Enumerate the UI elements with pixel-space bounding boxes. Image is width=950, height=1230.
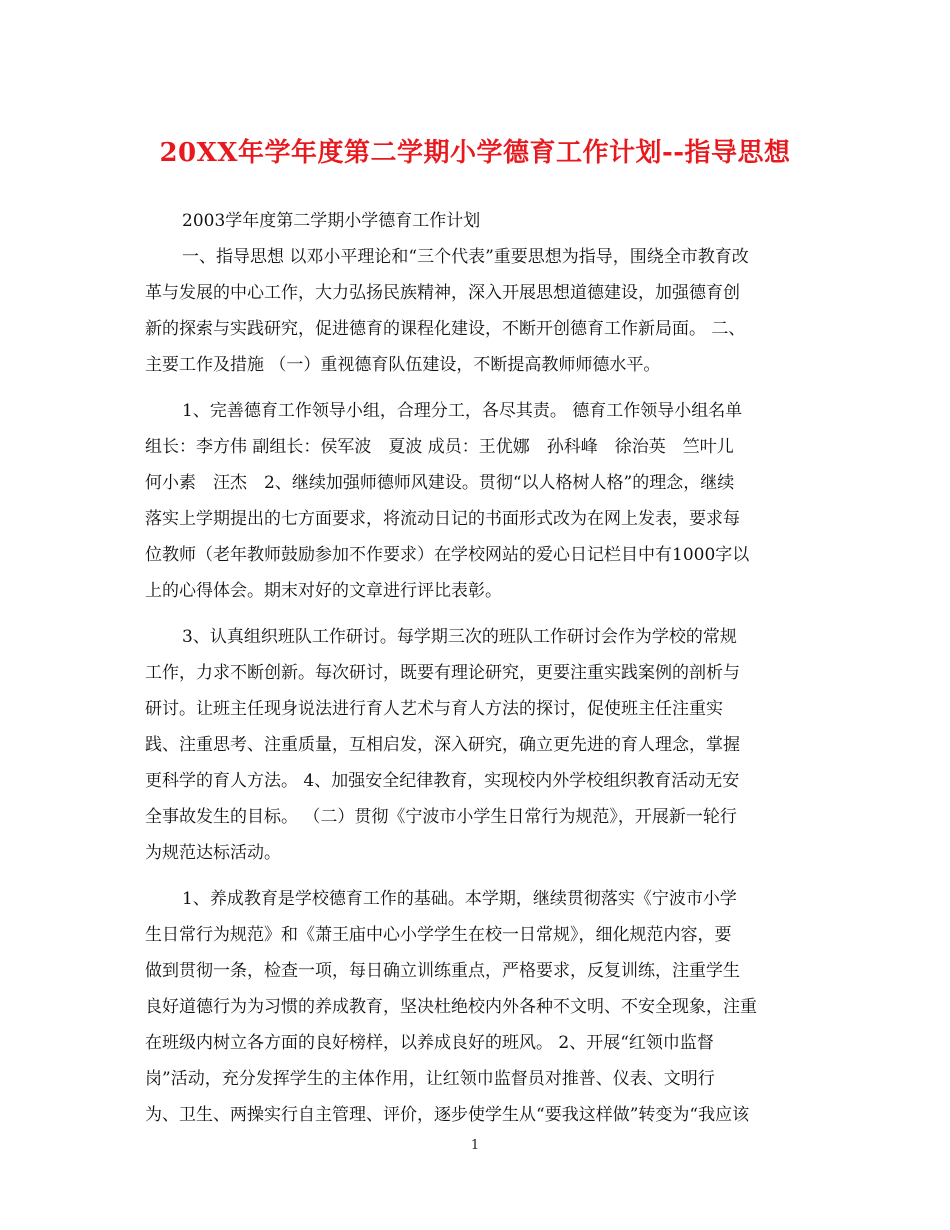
text-line: 做到贯彻一条，检查一项，每日确立训练重点，严格要求，反复训练，注重学生 <box>145 961 740 981</box>
text-line: 岗”活动，充分发挥学生的主体作用，让红领巾监督员对推普、仪表、文明行 <box>145 1069 715 1089</box>
text-line: 践、注重思考、注重质量，互相启发，深入研究，确立更先进的育人理念，掌握 <box>145 735 740 755</box>
document-title: 20XX年学年度第二学期小学德育工作计划--指导思想 <box>159 138 791 168</box>
text-line: 研讨。让班主任现身说法进行育人艺术与育人方法的探讨，促使班主任注重实 <box>145 699 723 719</box>
page-number: 1 <box>470 1138 480 1153</box>
text-line: 何小素 汪杰 2、继续加强师德师风建设。贯彻“以人格树人格”的理念，继续 <box>145 473 735 493</box>
text-line: 3、认真组织班队工作研讨。每学期三次的班队工作研讨会作为学校的常规 <box>182 627 737 647</box>
text-line: 良好道德行为为习惯的养成教育，坚决杜绝校内外各种不文明、不安全现象，注重 <box>145 997 757 1017</box>
text-line: 1、完善德育工作领导小组，合理分工，各尽其责。 德育工作领导小组名单 <box>182 401 743 421</box>
text-line: 更科学的育人方法。 4、加强安全纪律教育，实现校内外学校组织教育活动无安 <box>145 771 740 791</box>
text-line: 新的探索与实践研究，促进德育的课程化建设，不断开创德育工作新局面。 二、 <box>145 319 746 339</box>
text-line: 在班级内树立各方面的良好榜样，以养成良好的班风。 2、开展“红领巾监督 <box>145 1033 714 1053</box>
text-line: 全事故发生的目标。 （二）贯彻《宁波市小学生日常行为规范》，开展新一轮行 <box>145 807 737 827</box>
text-line: 主要工作及措施 （一）重视德育队伍建设，不断提高教师师德水平。 <box>145 355 661 375</box>
text-line: 为规范达标活动。 <box>145 843 281 863</box>
text-line: 组长：李方伟 副组长：侯军波 夏波 成员：王优娜 孙科峰 徐治英 竺叶儿 <box>145 437 734 457</box>
text-line: 2003学年度第二学期小学德育工作计划 <box>182 211 481 231</box>
text-line: 落实上学期提出的七方面要求，将流动日记的书面形式改为在网上发表，要求每 <box>145 509 740 529</box>
text-line: 革与发展的中心工作，大力弘扬民族精神，深入开展思想道德建设，加强德育创 <box>145 283 740 303</box>
text-line: 位教师（老年教师鼓励参加不作要求）在学校网站的爱心日记栏目中有1000字以 <box>145 545 750 565</box>
text-line: 1、养成教育是学校德育工作的基础。本学期，继续贯彻落实《宁波市小学 <box>182 889 737 909</box>
document-body <box>145 203 807 1133</box>
text-line: 上的心得体会。期末对好的文章进行评比表彰。 <box>145 581 502 601</box>
text-line: 生日常行为规范》和《萧王庙中心小学学生在校一日常规》，细化规范内容，要 <box>145 925 732 945</box>
text-line: 工作，力求不断创新。每次研讨，既要有理论研究，更要注重实践案例的剖析与 <box>145 663 740 683</box>
text-line: 一、指导思想 以邓小平理论和“三个代表”重要思想为指导，围绕全市教育改 <box>182 247 749 267</box>
text-line: 为、卫生、两操实行自主管理、评价，逐步使学生从“要我这样做”转变为“我应该 <box>145 1105 750 1125</box>
